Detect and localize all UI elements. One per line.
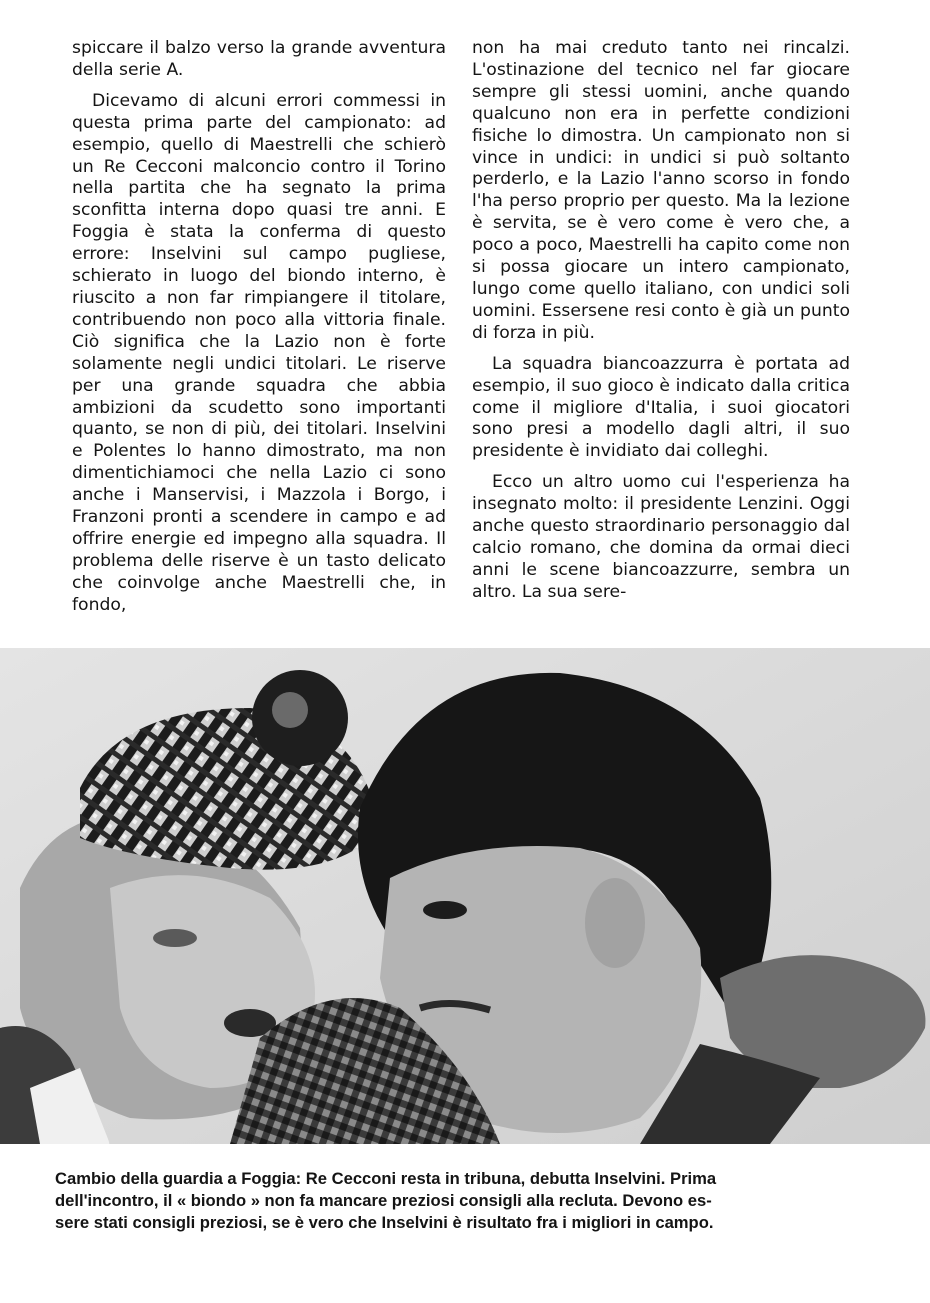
paragraph: non ha mai creduto tanto nei rincalzi. L'ostinazione del tecnico nel far giocare sempre gli stessi uomini, anche quando qualcuno non era in perfette condizioni fisiche lo dimostra. Un campionato non si vince in undici: in undici si può soltanto perderlo, e la Lazio l'anno scorso in fondo l'ha perso proprio per questo. Ma la lezione è servita, se è vero come è vero che, a poco a poco, Maestrelli ha capito come non si possa giocare un intero campionato, lungo come quello italiano, con undici soli uomini. Essersene resi conto è già un punto di forza in più. (472, 38, 850, 343)
paragraph: spiccare il balzo verso la grande avventura della serie A. (72, 38, 446, 80)
paragraph: Dicevamo di alcuni errori commessi in questa prima parte del campionato: ad esempio, quello di Maestrelli che schierò un Re Cecconi malconcio contro il Torino nella partita che ha segnato la prima sconfitta interna dopo quasi tre anni. E Foggia è stata la conferma di questo errore: Inselvini sul campo pugliese, schierato in luogo del biondo interno, è riuscito a non far rimpiangere il titolare, contribuendo non poco alla vittoria finale. Ciò significa che la Lazio non è forte solamente negli undici titolari. Le riserve per una grande squadra che abbia ambizioni da scudetto sono importanti quanto, se non di più, dei titolari. Inselvini e Polentes lo hanno dimostrato, ma non dimentichiamoci che nella Lazio ci sono anche i Manservisi, i Mazzola i Borgo, i Franzoni pronti a scendere in campo e ad offrire energie ed impegno alla squadra. Il problema delle riserve è un tasto delicato che coinvolge anche Maestrelli che, in fondo, (72, 90, 446, 615)
caption-line: sere stati consigli preziosi, se è vero che Inselvini è risultato fra i migliori in campo. (55, 1213, 714, 1232)
article-column-right (472, 38, 850, 604)
photo-two-footballers (0, 648, 930, 1144)
paragraph: La squadra biancoazzurra è portata ad esempio, il suo gioco è indicato dalla critica come il migliore d'Italia, i suoi giocatori sono presi a modello dagli altri, il suo presidente è invidiato dai colleghi. (472, 353, 850, 462)
article-column-left (72, 38, 446, 617)
caption-line: dell'incontro, il « biondo » non fa mancare preziosi consigli alla recluta. Devono es- (55, 1191, 712, 1210)
photo-two-footballers-icon (0, 648, 930, 1144)
paragraph: Ecco un altro uomo cui l'esperienza ha insegnato molto: il presidente Lenzini. Oggi anche questo straordinario personaggio dal calcio romano, che domina da ormai dieci anni le scene biancoazzurre, sembra un altro. La sua sere- (472, 472, 850, 602)
caption-line: Cambio della guardia a Foggia: Re Cecconi resta in tribuna, debutta Inselvini. Prima (55, 1169, 717, 1188)
photo-caption (55, 1168, 861, 1234)
